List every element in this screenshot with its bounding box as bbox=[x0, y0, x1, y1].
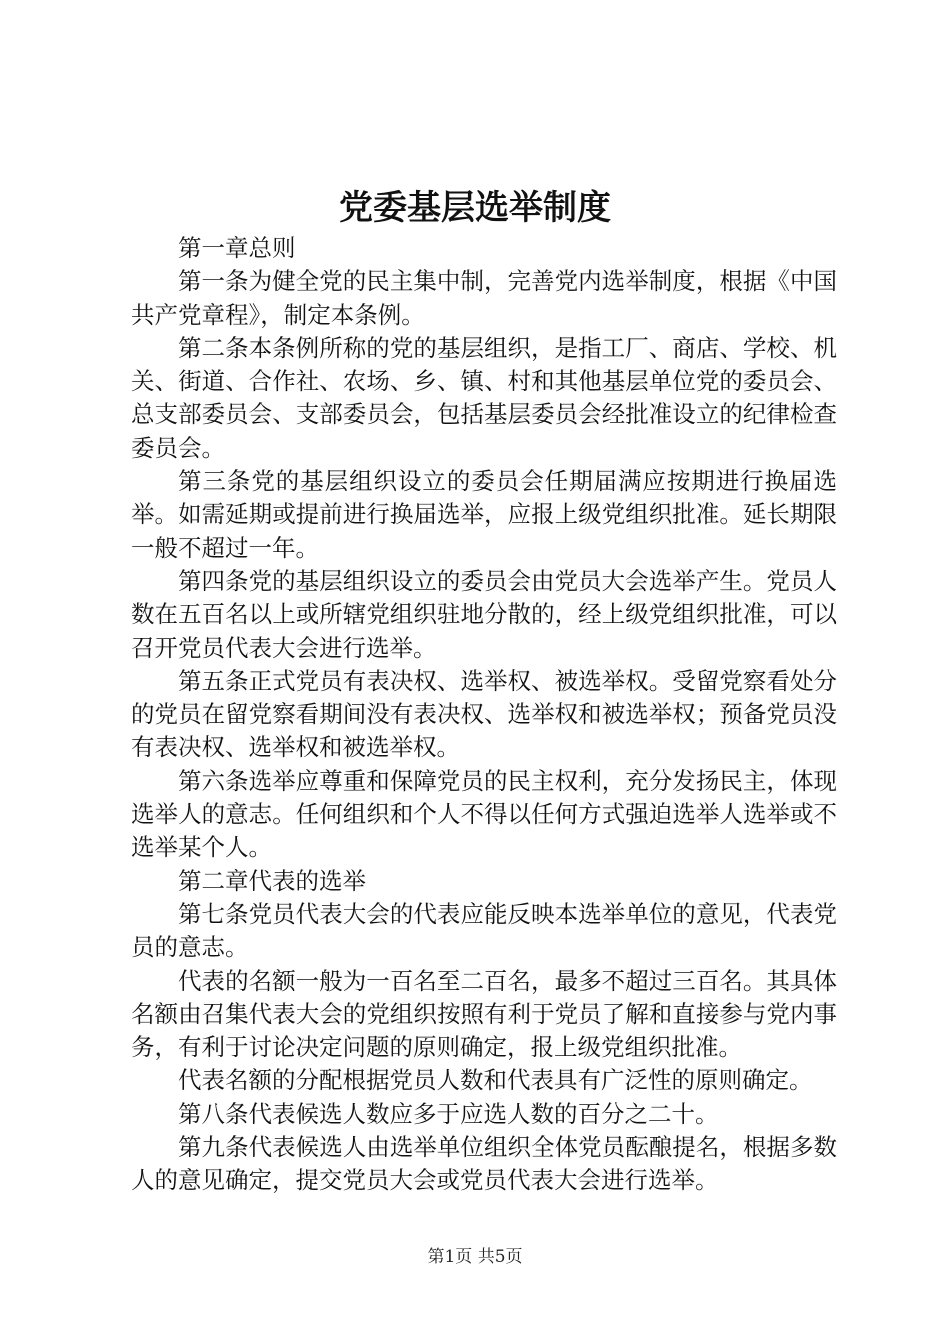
paragraph: 第七条党员代表大会的代表应能反映本选举单位的意见，代表党员的意志。 bbox=[131, 899, 837, 962]
paragraph: 第六条选举应尊重和保障党员的民主权利，充分发扬民主，体现选举人的意志。任何组织和个人不得以任何方式强迫选举人选举或不选举某个人。 bbox=[131, 766, 837, 862]
paragraph: 第九条代表候选人由选举单位组织全体党员酝酿提名，根据多数人的意见确定，提交党员大会或党员代表大会进行选举。 bbox=[131, 1133, 837, 1195]
paragraph: 第四条党的基层组织设立的委员会由党员大会选举产生。党员人数在五百名以上或所辖党组织驻地分散的，经上级党组织批准，可以召开党员代表大会进行选举。 bbox=[131, 566, 837, 662]
paragraph: 第二条本条例所称的党的基层组织，是指工厂、商店、学校、机关、街道、合作社、农场、乡、镇、村和其他基层单位党的委员会、总支部委员会、支部委员会，包括基层委员会经批准设立的纪律检查委员会。 bbox=[131, 333, 837, 462]
chapter-heading: 第一章总则 bbox=[178, 234, 296, 262]
paragraph: 代表的名额一般为一百名至二百名，最多不超过三百名。其具体名额由召集代表大会的党组织按照有利于党员了解和直接参与党内事务，有利于讨论决定问题的原则确定，报上级党组织批准。 bbox=[131, 966, 837, 1062]
document-title: 党委基层选举制度 bbox=[339, 188, 611, 228]
paragraph: 第三条党的基层组织设立的委员会任期届满应按期进行换届选举。如需延期或提前进行换届选举，应报上级党组织批准。延长期限一般不超过一年。 bbox=[131, 467, 837, 562]
paragraph: 第五条正式党员有表决权、选举权、被选举权。受留党察看处分的党员在留党察看期间没有表决权、选举权和被选举权；预备党员没有表决权、选举权和被选举权。 bbox=[131, 666, 837, 762]
paragraph: 第一条为健全党的民主集中制，完善党内选举制度，根据《中国共产党章程》，制定本条例。 bbox=[131, 267, 837, 329]
paragraph: 代表名额的分配根据党员人数和代表具有广泛性的原则确定。 bbox=[178, 1066, 813, 1095]
document-body bbox=[131, 232, 837, 1198]
paragraph: 第八条代表候选人数应多于应选人数的百分之二十。 bbox=[178, 1099, 719, 1128]
chapter-heading: 第二章代表的选举 bbox=[178, 866, 366, 895]
page-number-footer: 第1页 共5页 bbox=[427, 1247, 523, 1267]
